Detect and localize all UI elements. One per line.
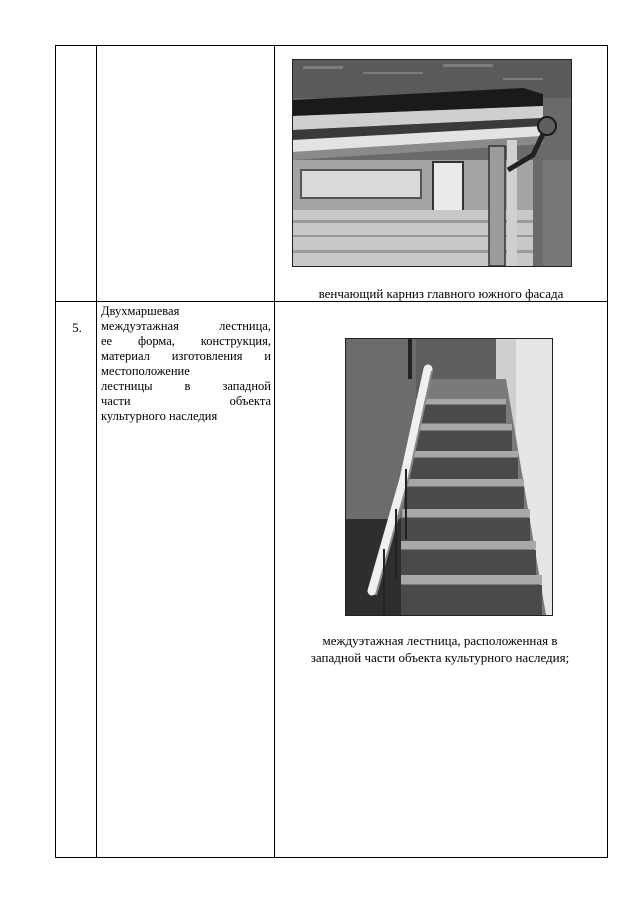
description-line: культурного наследия	[101, 409, 218, 423]
description-line: междуэтажная лестница,	[101, 319, 271, 333]
staircase-caption	[282, 632, 598, 666]
description-line: Двухмаршевая	[101, 304, 180, 318]
cornice-photo	[292, 59, 572, 267]
cornice-caption: венчающий карниз главного южного фасада	[318, 286, 564, 301]
description-line: материал изготовления и	[101, 349, 271, 363]
description-line: части объекта	[101, 394, 271, 408]
description-line: ее форма, конструкция,	[101, 334, 271, 348]
column-divider-1	[96, 45, 97, 858]
staircase-photo	[345, 338, 553, 616]
cornice-photo-icon	[293, 60, 571, 266]
caption-line: междуэтажная лестница, расположенная в	[322, 633, 558, 648]
staircase-photo-icon	[346, 339, 552, 615]
table-top-border	[55, 45, 608, 46]
object-description	[101, 304, 271, 424]
row-number: 5.	[72, 320, 82, 335]
table-right-border	[607, 45, 608, 858]
description-line: лестницы в западной	[101, 379, 271, 393]
table-left-border	[55, 45, 56, 858]
caption-line: западной части объекта культурного наследия;	[310, 650, 570, 665]
column-divider-2	[274, 45, 275, 858]
table-bottom-border	[55, 857, 608, 858]
description-line: местоположение	[101, 364, 190, 378]
